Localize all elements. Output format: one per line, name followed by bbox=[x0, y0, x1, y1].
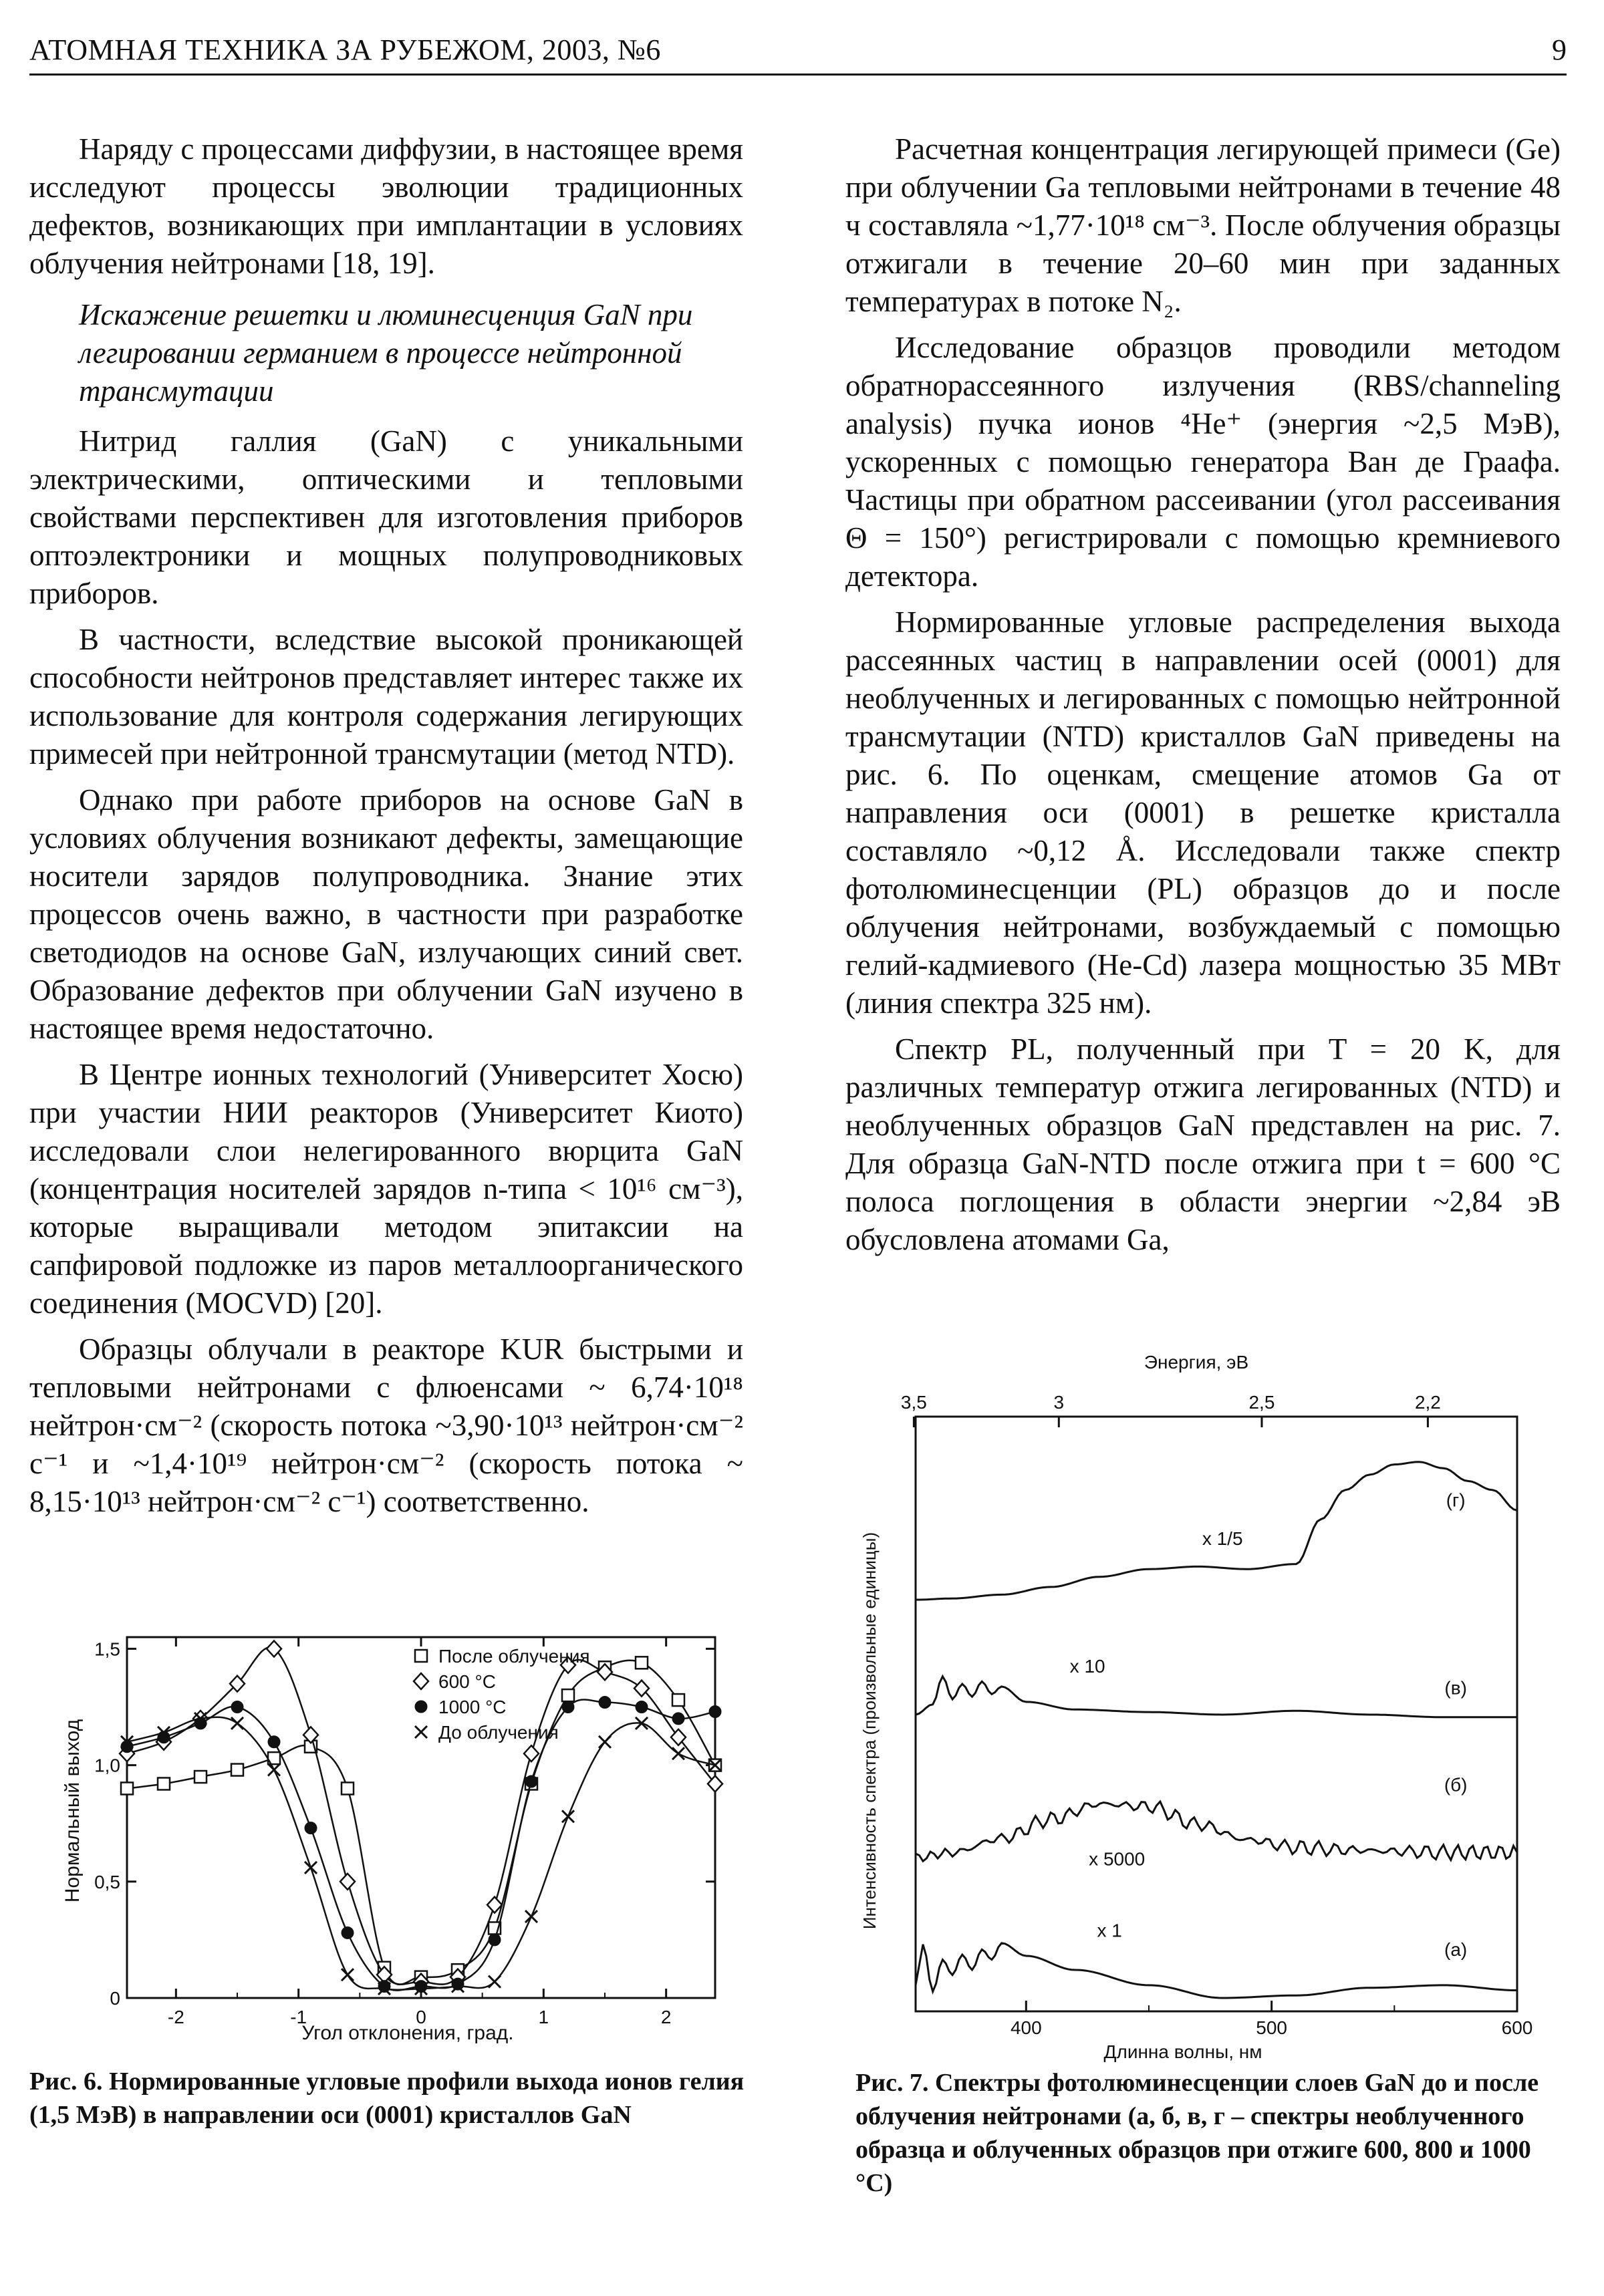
angular-profile-chart bbox=[27, 1617, 749, 2045]
data-point bbox=[231, 1701, 243, 1713]
y-axis-label: Нормальный выход bbox=[61, 1719, 84, 1903]
x-tick-label: 1 bbox=[538, 2007, 549, 2027]
y-tick-label: 1,5 bbox=[94, 1638, 120, 1660]
figure-7-caption: Рис. 7. Спектры фотолюминесценции слоев GaN до и после облучения нейтронами (а, б, в, г – спектры необлученного образца и облученных образцов при отжиге 600, 800 и 1000 °C) bbox=[855, 2069, 1539, 2197]
figure-6-caption: Рис. 6. Нормированные угловые профили выхода ионов гелия (1,5 МэВ) в направлении оси (0001) кристаллов GaN bbox=[29, 2067, 745, 2129]
series-label: (г) bbox=[1446, 1489, 1466, 1511]
x-tick-label: -1 bbox=[290, 2007, 307, 2027]
data-point bbox=[599, 1736, 611, 1748]
photoluminescence-chart bbox=[849, 1343, 1557, 2065]
data-point bbox=[525, 1775, 537, 1787]
x-tick-label: 600 bbox=[1501, 2017, 1533, 2038]
top-tick-label: 3,5 bbox=[900, 1392, 927, 1413]
section-heading: Искажение решетки и люминесценция GaN при легировании германием в процессе нейтронной трансмутации bbox=[79, 298, 693, 408]
data-point bbox=[599, 1697, 611, 1709]
x-axis-label: Угол отклонения, град. bbox=[301, 2022, 514, 2044]
legend-entry: 1000 °C bbox=[438, 1697, 507, 1717]
data-point bbox=[305, 1822, 317, 1834]
paragraph: Однако при работе приборов на основе GaN в условиях облучения возникают дефекты, замещающие носители зарядов полупроводника. Знание этих процессов очень важно, в частности при разработке светодиодов на основе GaN, излучающих синий свет. Образование дефектов при облучении GaN изучено в настоящее время недостаточно. bbox=[29, 783, 743, 1045]
right-column bbox=[845, 130, 1561, 1267]
paragraph: Нормированные угловые распределения выхода рассеянных частиц в направлении осей (0001) для необлученных и легированных с помощью нейтронной трансмутации (NTD) кристаллов GaN приведены на рис. 6. По оценкам, смещение атомов Ga от направления оси (0001) в решетке кристалла составляло ~0,12 Å. Исследовали также спектр фотолюминесценции (PL) образцов до и после облучения нейтронами, возбуждаемый с помощью гелий-кадмиевого (He-Cd) лазера мощностью 35 МВт (линия спектра 325 нм). bbox=[845, 605, 1561, 1020]
running-header bbox=[29, 27, 1567, 76]
paragraph: Наряду с процессами диффузии, в настоящее время исследуют процессы эволюции традиционных дефектов, возникающих при имплантации в условиях облучения нейтронами [18, 19]. bbox=[29, 132, 743, 280]
data-point bbox=[158, 1777, 170, 1789]
data-point bbox=[672, 1747, 684, 1759]
spectrum-line bbox=[916, 1802, 1517, 1861]
series-curve bbox=[127, 1699, 715, 1990]
series-label: (б) bbox=[1444, 1774, 1468, 1796]
legend-entry: До облучения bbox=[438, 1722, 559, 1743]
y-tick-label: 0 bbox=[110, 1988, 120, 2009]
data-point bbox=[525, 1910, 537, 1922]
data-point bbox=[231, 1717, 243, 1729]
data-point bbox=[489, 1934, 501, 1946]
paragraph: Спектр PL, полученный при T = 20 K, для различных температур отжига легированных (NTD) и необлученных образцов GaN представлен на рис. 7. Для образца GaN-NTD после отжига при t = 600 °C полоса поглощения в области энергии ~2,84 эВ обусловлена атомами Ga, bbox=[845, 1032, 1561, 1256]
data-point bbox=[340, 1874, 355, 1890]
data-point bbox=[305, 1862, 317, 1874]
y-tick-label: 0,5 bbox=[94, 1871, 120, 1892]
data-point bbox=[231, 1764, 243, 1776]
data-point bbox=[415, 1650, 427, 1662]
spectrum-line bbox=[916, 1943, 1517, 1998]
data-point bbox=[562, 1701, 574, 1713]
top-tick-label: 2,2 bbox=[1414, 1392, 1441, 1413]
scale-label: x 1 bbox=[1097, 1920, 1122, 1941]
figure-6 bbox=[27, 1617, 749, 2045]
data-point bbox=[489, 1976, 501, 1988]
series-label: (а) bbox=[1444, 1939, 1468, 1960]
top-axis-label: Энергия, эВ bbox=[1144, 1352, 1249, 1373]
x-tick-label: 0 bbox=[416, 2007, 426, 2027]
data-point bbox=[268, 1736, 280, 1748]
data-point bbox=[415, 1726, 427, 1738]
data-point bbox=[378, 1981, 390, 1993]
top-tick-label: 3 bbox=[1053, 1392, 1065, 1413]
left-column bbox=[29, 130, 743, 1529]
data-point bbox=[562, 1810, 574, 1822]
data-point bbox=[121, 1782, 133, 1794]
x-tick-label: 500 bbox=[1256, 2017, 1288, 2038]
page-number: 9 bbox=[1552, 33, 1567, 66]
series-curve bbox=[127, 1717, 715, 1990]
data-point bbox=[672, 1694, 684, 1706]
paragraph: В Центре ионных технологий (Университет Хосю) при участии НИИ реакторов (Университет Киото) исследовали слои нелегированного вюрцита GaN (концентрация носителей зарядов n-типа < 10¹⁶ см⁻³), которые выращивали методом эпитаксии на сапфировой подложке из паров металлоорганического соединения (MOCVD) [20]. bbox=[29, 1058, 743, 1320]
paragraph: В частности, вследствие высокой проникающей способности нейтронов представляет интерес также их использование для контроля содержания легирующих примесей при нейтронной трансмутации (метод NTD). bbox=[29, 623, 743, 770]
spectrum-line bbox=[916, 1677, 1517, 1717]
legend-entry: 600 °C bbox=[438, 1671, 496, 1692]
scale-label: x 5000 bbox=[1089, 1848, 1146, 1870]
data-point bbox=[268, 1764, 280, 1776]
x-tick-label: -2 bbox=[167, 2007, 184, 2027]
x-tick-label: 2 bbox=[660, 2007, 672, 2027]
series-curve bbox=[127, 1647, 715, 1984]
data-point bbox=[709, 1705, 721, 1717]
journal-title: АТОМНАЯ ТЕХНИКА ЗА РУБЕЖОМ, 2003, №6 bbox=[29, 33, 661, 66]
paragraph: Нитрид галлия (GaN) с уникальными электрическими, оптическими и тепловыми свойствами перспективен для изготовления приборов оптоэлектроники и мощных полупроводниковых приборов. bbox=[29, 424, 743, 610]
data-point bbox=[672, 1713, 684, 1725]
data-point bbox=[636, 1701, 648, 1713]
data-point bbox=[342, 1926, 354, 1939]
scale-label: x 1/5 bbox=[1202, 1528, 1243, 1549]
figure-7 bbox=[849, 1343, 1557, 2065]
data-point bbox=[524, 1745, 539, 1761]
data-point bbox=[562, 1689, 574, 1701]
paragraph: Образцы облучали в реакторе KUR быстрыми и тепловыми нейтронами с флюенсами ~ 6,74·10¹⁸ нейтрон·см⁻² (скорость потока ~3,90·10¹³ нейтрон·см⁻² с⁻¹ и ~1,4·10¹⁹ нейтрон·см⁻² (скорость потока ~ 8,15·10¹³ нейтрон·см⁻² с⁻¹) соответственно. bbox=[29, 1332, 743, 1518]
data-point bbox=[636, 1657, 648, 1669]
y-tick-label: 1,0 bbox=[94, 1755, 120, 1776]
paragraph: Расчетная концентрация легирующей примеси (Ge) при облучении Ga тепловыми нейтронами в течение 48 ч составляла ~1,77·10¹⁸ см⁻³. После облучения образцы отжигали в течение 20–60 мин при заданных температурах в потоке N₂. bbox=[845, 132, 1561, 318]
data-point bbox=[452, 1978, 464, 1990]
data-point bbox=[342, 1969, 354, 1981]
data-point bbox=[415, 1981, 427, 1993]
y-axis-label: Интенсивность спектра (произвольные единицы) bbox=[859, 1532, 880, 1930]
legend-entry: После облучения bbox=[438, 1646, 590, 1667]
x-axis-label: Длинна волны, нм bbox=[1103, 2041, 1262, 2062]
plot-frame bbox=[127, 1637, 715, 1998]
paragraph: Исследование образцов проводили методом обратнорассеянного излучения (RBS/channeling analysis) пучка ионов ⁴He⁺ (энергия ~2,5 МэВ), ускоренных с помощью генератора Ван де Граафа. Частицы при обратном рассеивании (угол рассеивания Θ = 150°) регистрировали с помощью кремниевого детектора. bbox=[845, 331, 1561, 593]
data-point bbox=[415, 1701, 427, 1713]
series-label: (в) bbox=[1444, 1677, 1467, 1699]
x-tick-label: 400 bbox=[1010, 2017, 1042, 2038]
scale-label: x 10 bbox=[1069, 1655, 1105, 1677]
top-tick-label: 2,5 bbox=[1248, 1392, 1275, 1413]
data-point bbox=[342, 1782, 354, 1794]
data-point bbox=[194, 1771, 207, 1783]
data-point bbox=[414, 1673, 428, 1689]
